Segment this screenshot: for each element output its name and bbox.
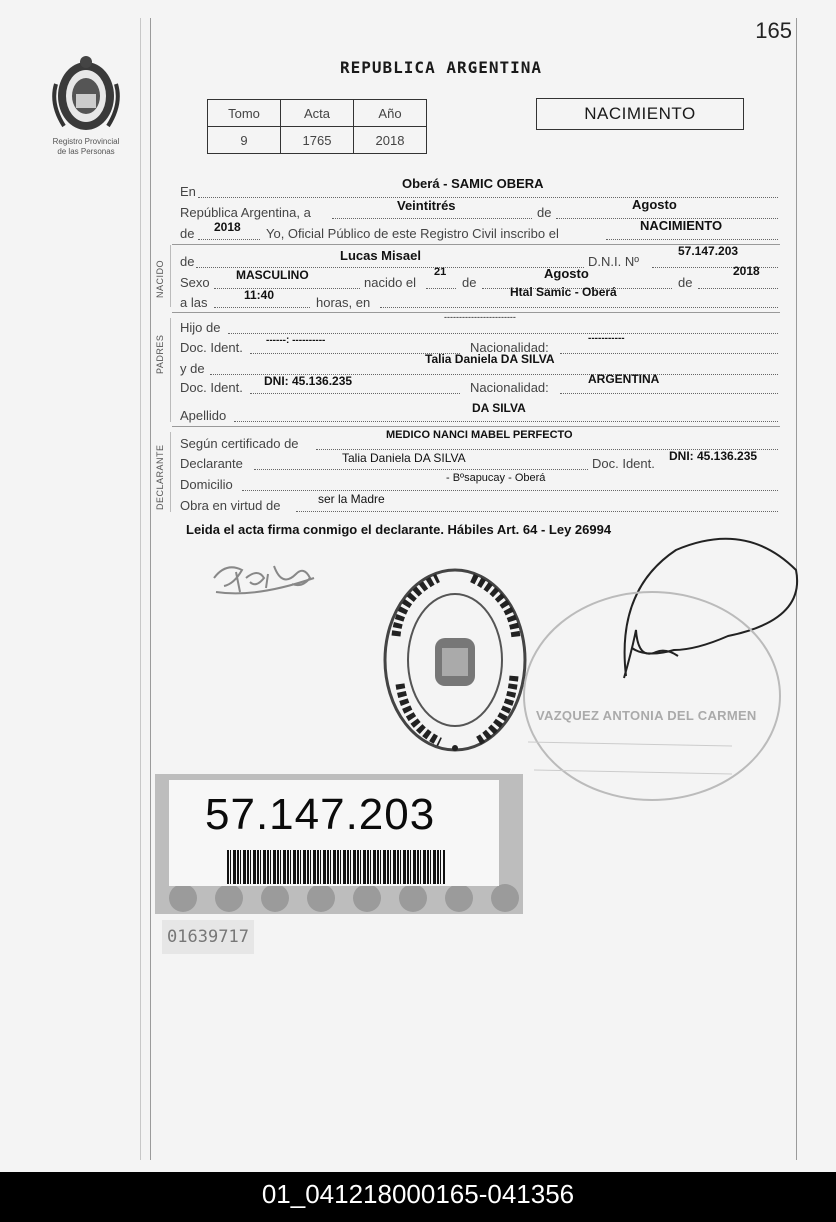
domicilio-value: - Bºsapucay - Oberá (446, 472, 546, 484)
dotted-line (214, 307, 310, 308)
dotted-line (214, 288, 360, 289)
padres-section-label: PADRES (155, 334, 165, 374)
republica-label: República Argentina, a (180, 205, 311, 220)
hijo-de-label: Hijo de (180, 320, 221, 335)
father-value: ------------------------ (444, 312, 516, 322)
dotted-line (426, 288, 456, 289)
nacido-el-label: nacido el (364, 275, 417, 290)
register-table (207, 99, 427, 154)
mother-nat-value: ARGENTINA (588, 372, 660, 386)
declarant-signature (206, 548, 326, 602)
dotted-line (198, 239, 260, 240)
officer-stamp-name: VAZQUEZ ANTONIA DEL CARMEN (536, 708, 757, 723)
de2-label: de (180, 226, 195, 241)
value-tomo: 9 (208, 127, 281, 154)
dotted-line (234, 421, 778, 422)
page-number: 165 (755, 18, 792, 43)
closing-statement: Leida el acta firma conmigo el declarante. Hábiles Art. 64 - Ley 26994 (186, 522, 612, 537)
father-nat-value: ----------- (588, 333, 625, 344)
birth-day-value: 21 (434, 266, 447, 278)
doc-ident-label-2: Doc. Ident. (180, 380, 243, 395)
birth-place-value: Htal Samic - Oberá (510, 285, 617, 299)
section-separator (170, 432, 171, 512)
registry-caption-line2: de las Personas (57, 147, 115, 156)
a-las-label: a las (180, 295, 208, 310)
cert-label: Según certificado de (180, 436, 299, 451)
officer-text: Yo, Oficial Público de este Registro Civil inscribo el (266, 226, 559, 241)
doc-ident-label: Doc. Ident. (180, 340, 243, 355)
child-name-value: Lucas Misael (340, 248, 421, 263)
dotted-line (560, 353, 778, 354)
horas-label: horas, en (316, 295, 371, 310)
barcode-dni-number: 57.147.203 (205, 790, 436, 839)
declarante-section-label: DECLARANTE (155, 444, 165, 510)
de-label: de (537, 205, 552, 220)
nacido-section-label: NACIDO (155, 259, 165, 298)
section-separator (170, 245, 171, 307)
header-acta: Acta (281, 100, 354, 127)
sexo-value: MASCULINO (236, 268, 309, 282)
de-label-3: de (678, 275, 693, 290)
value-acta: 1765 (281, 127, 354, 154)
time-value: 11:40 (244, 288, 275, 302)
declarante-label: Declarante (180, 456, 243, 471)
value-anio: 2018 (354, 127, 427, 154)
dotted-line (228, 333, 778, 334)
barcode-label (169, 780, 499, 886)
dotted-line (380, 307, 778, 308)
dotted-line (606, 239, 778, 240)
dotted-line (250, 393, 460, 394)
obra-label: Obra en virtud de (180, 498, 281, 513)
father-doc-value: ------: ---------- (266, 335, 326, 346)
scan-filename-footer: 01_041218000165-041356 (0, 1172, 836, 1222)
place-value: Oberá - SAMIC OBERA (402, 176, 544, 191)
record-type-box: NACIMIENTO (536, 98, 744, 130)
mother-value: Talia Daniela DA SILVA (425, 352, 555, 366)
dotted-line (560, 393, 778, 394)
section-rule (172, 426, 780, 427)
barcode-icon (227, 850, 445, 884)
registry-caption (36, 137, 136, 157)
obra-value: ser la Madre (318, 492, 385, 506)
left-margin-line-2 (140, 18, 141, 1160)
dotted-line (296, 511, 778, 512)
registry-caption-line1: Registro Provincial (52, 137, 120, 146)
nacionalidad-label-2: Nacionalidad: (470, 380, 549, 395)
sexo-label: Sexo (180, 275, 210, 290)
coat-of-arms-icon (48, 54, 124, 136)
dni-barcode-card (155, 774, 523, 914)
officer-signature (506, 530, 802, 810)
inscription-value: NACIMIENTO (640, 218, 723, 233)
de-label: de (180, 254, 195, 269)
nacionalidad-label: Nacionalidad: (470, 340, 549, 355)
doc-ident-label-3: Doc. Ident. (592, 456, 655, 471)
serial-number: 01639717 (162, 920, 254, 954)
mother-doc-value: DNI: 45.136.235 (264, 374, 353, 388)
apellido-value: DA SILVA (472, 401, 526, 415)
dni-label: D.N.I. Nº (588, 254, 639, 269)
document-title: REPUBLICA ARGENTINA (340, 58, 543, 77)
header-anio: Año (354, 100, 427, 127)
dotted-line (242, 490, 778, 491)
dotted-line (254, 469, 588, 470)
header-tomo: Tomo (208, 100, 281, 127)
y-de-label: y de (180, 361, 205, 376)
apellido-label: Apellido (180, 408, 227, 423)
birth-month-value: Agosto (544, 266, 589, 281)
month-value: Agosto (632, 197, 677, 212)
de-label-2: de (462, 275, 477, 290)
dotted-line (198, 197, 778, 198)
day-words-value: Veintitrés (397, 198, 456, 213)
section-separator (170, 318, 171, 422)
declarante-value: Talia Daniela DA SILVA (342, 451, 466, 465)
en-label: En (180, 184, 196, 199)
year-value: 2018 (214, 220, 241, 234)
cert-value: MEDICO NANCI MABEL PERFECTO (386, 429, 573, 441)
domicilio-label: Domicilio (180, 477, 233, 492)
birth-year-value: 2018 (733, 264, 760, 278)
child-dni-value: 57.147.203 (678, 244, 739, 258)
declarante-doc-value: DNI: 45.136.235 (669, 449, 758, 463)
dotted-line (698, 288, 778, 289)
dotted-line (332, 218, 532, 219)
left-margin-line (150, 18, 151, 1160)
